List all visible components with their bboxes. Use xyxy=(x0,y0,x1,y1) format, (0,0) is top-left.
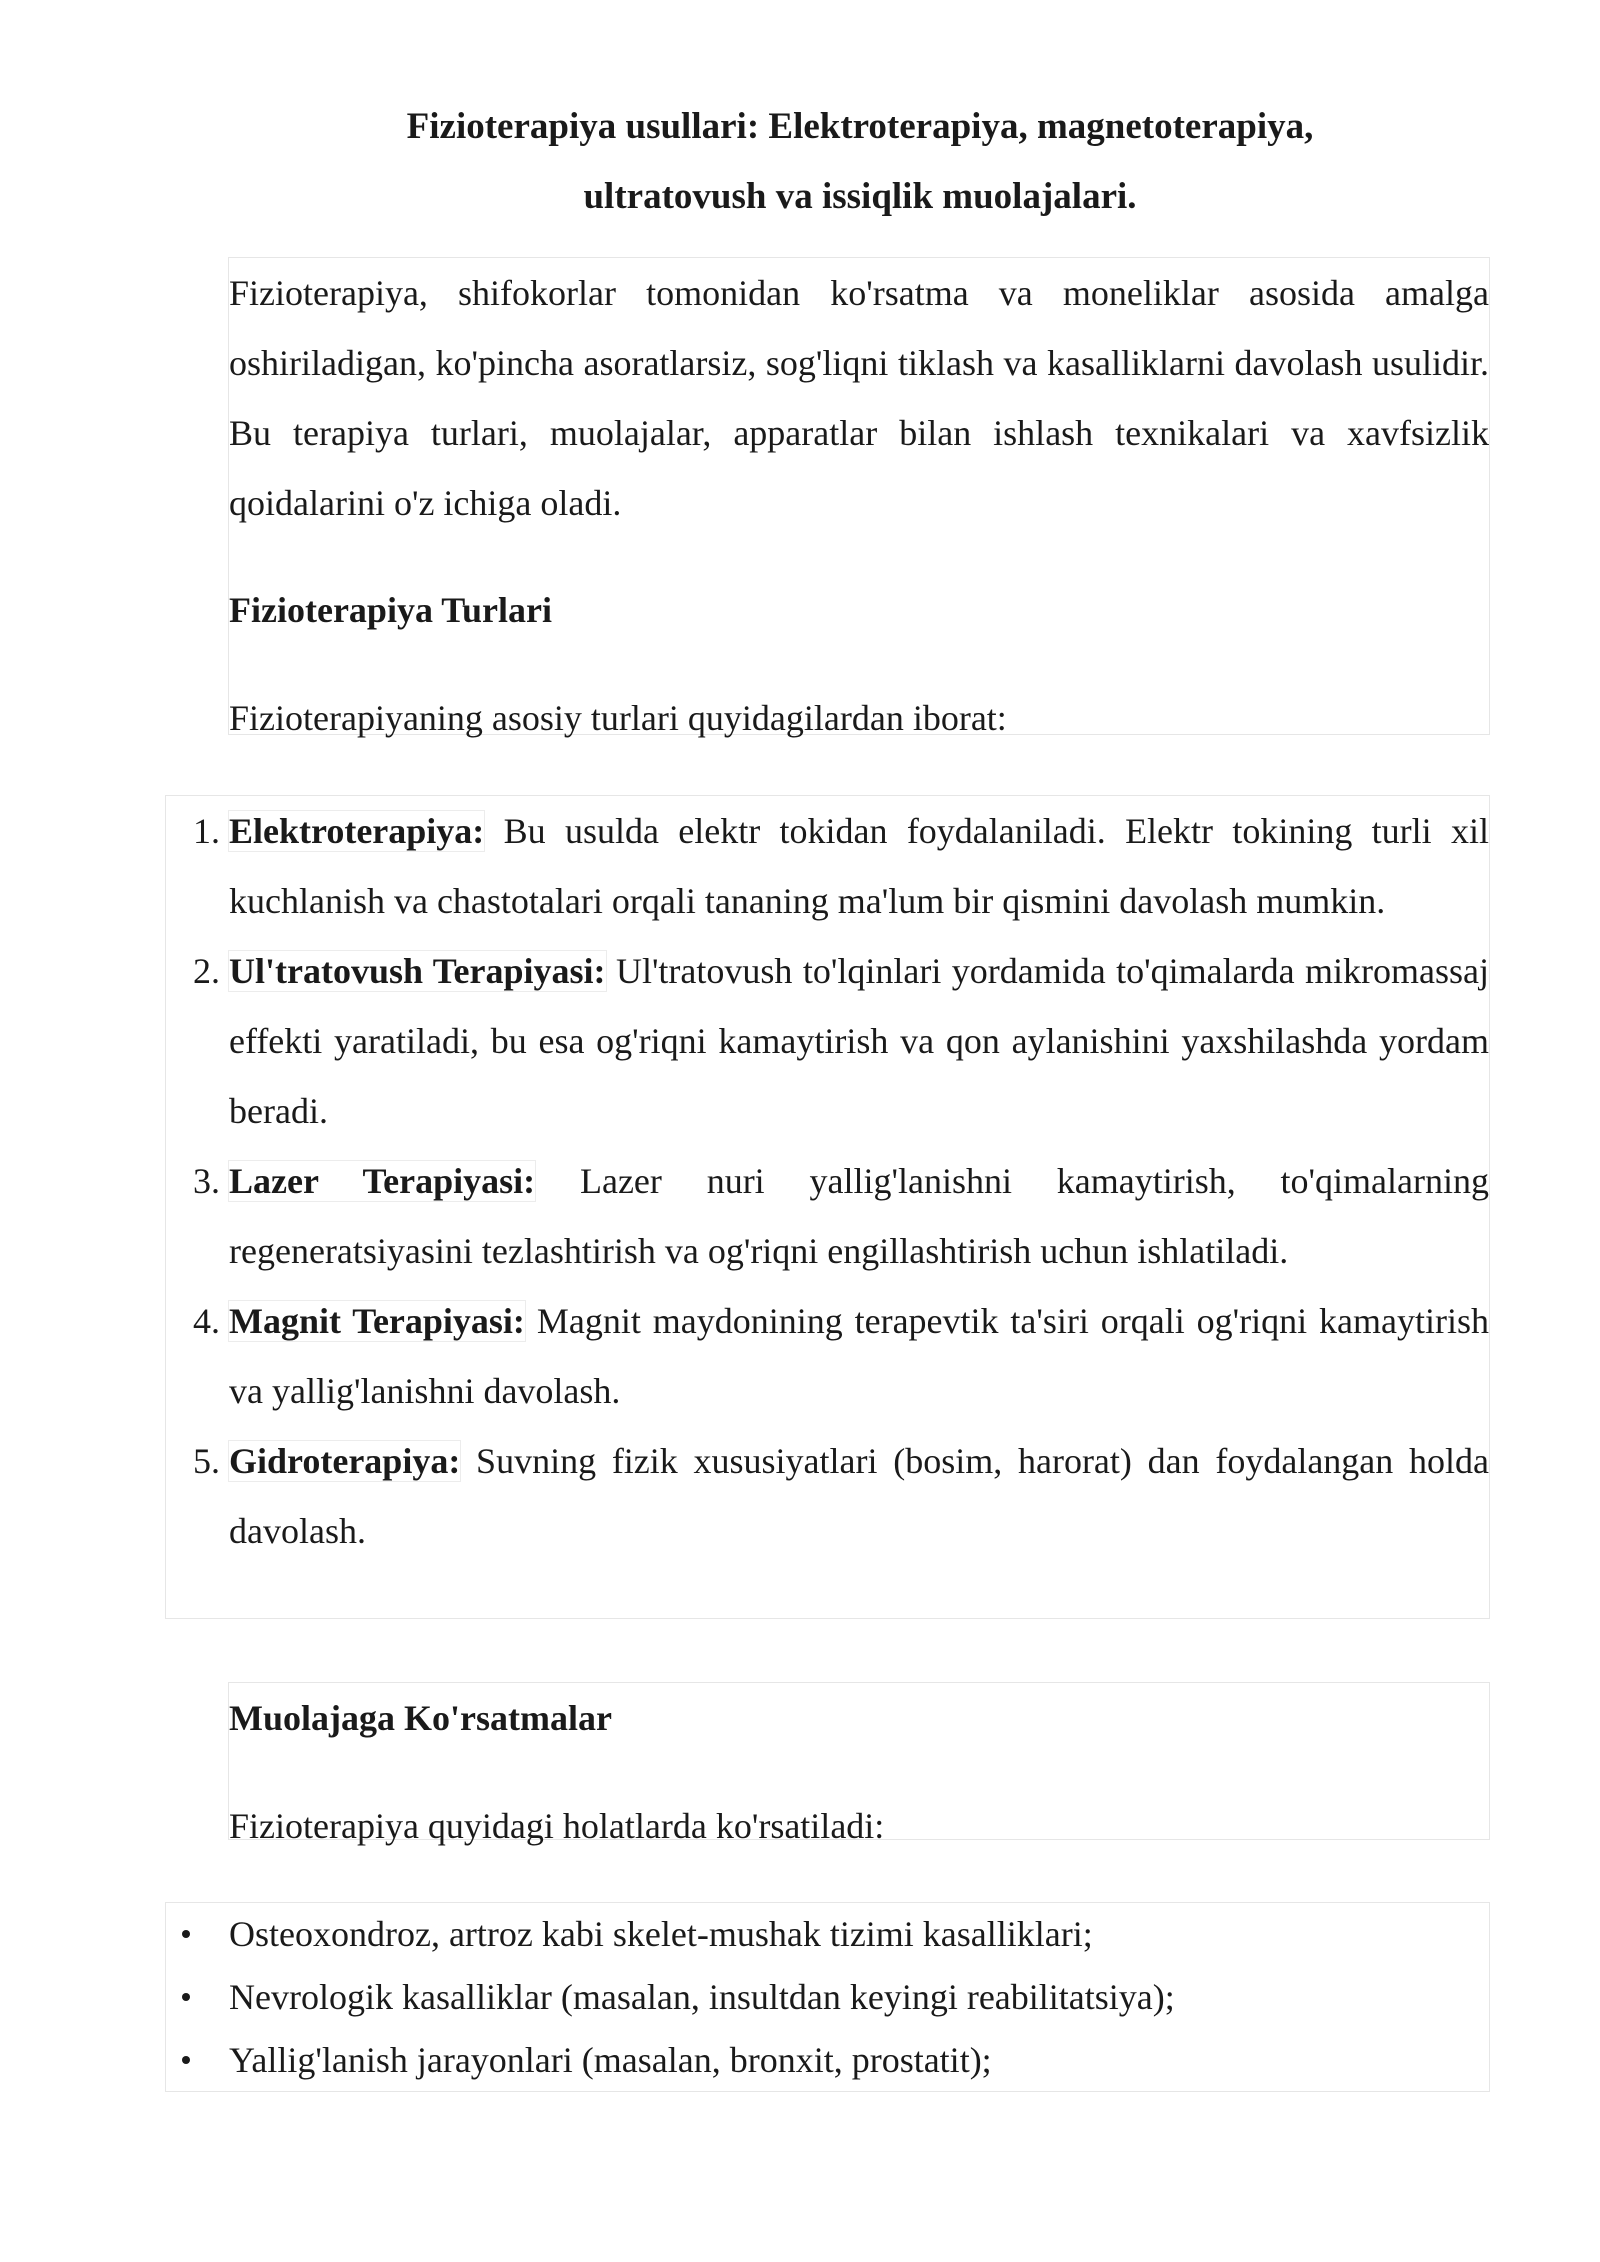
list-item-text: Lazer nuri yallig'lanishni kamaytirish, to'qimalarning regeneratsiyasini tezlashtirish va og'riqni engillashtirish uchun ishlatiladi. xyxy=(229,1161,1489,1271)
list-item xyxy=(229,1146,1489,1286)
intro-paragraph: Fizioterapiya, shifokorlar tomonidan ko'rsatma va moneliklar asosida amalga oshiriladigan, ko'pincha asoratlarsiz, sog'liqni tiklash va kasalliklarni davolash usulidir. Bu terapiya turlari, muolajalar, apparatlar bilan ishlash texnikalari va xavfsizlik qoidalarini o'z ichiga oladi. xyxy=(229,273,1489,523)
intro-section xyxy=(228,257,1490,738)
list-item-term: Lazer Terapiyasi: xyxy=(229,1161,536,1201)
types-lead-text: Fizioterapiyaning asosiy turlari quyidagilardan iborat: xyxy=(229,698,1007,738)
list-item xyxy=(229,2029,1489,2092)
indications-lead-text: Fizioterapiya quyidagi holatlarda ko'rsatiladi: xyxy=(229,1806,885,1846)
list-item-text: Osteoxondroz, artroz kabi skelet-mushak tizimi kasalliklari; xyxy=(229,1914,1093,1954)
list-item-text: Bu usulda elektr tokidan foydalaniladi. Elektr tokining turli xil kuchlanish va chastotalari orqali tananing ma'lum bir qismini davolash mumkin. xyxy=(229,811,1489,921)
list-item-text: Nevrologik kasalliklar (masalan, insultdan keyingi reabilitatsiya); xyxy=(229,1977,1175,2017)
list-item-text: Magnit maydonining terapevtik ta'siri orqali og'riqni kamaytirish va yallig'lanishni davolash. xyxy=(229,1301,1489,1411)
bullet-icon xyxy=(182,2056,190,2064)
list-item-text: Ul'tratovush to'lqinlari yordamida to'qimalarda mikromassaj effekti yaratiladi, bu esa og'riqni kamaytirish va qon aylanishini yaxshilashda yordam beradi. xyxy=(229,951,1489,1131)
list-item-term: Elektroterapiya: xyxy=(229,811,485,851)
list-item-term: Magnit Terapiyasi: xyxy=(229,1301,525,1341)
title-line-1: Fizioterapiya usullari: Elektroterapiya, magnetoterapiya, xyxy=(406,106,1314,147)
title-line-2: ultratovush va issiqlik muolajalari. xyxy=(583,176,1137,217)
list-item-term: Ul'tratovush Terapiyasi: xyxy=(229,951,606,991)
indications-list xyxy=(166,1903,1489,2092)
types-list-section xyxy=(165,795,1490,1619)
list-item xyxy=(229,1903,1489,1966)
section-heading-types: Fizioterapiya Turlari xyxy=(229,590,552,630)
list-item xyxy=(229,1426,1489,1566)
document-title xyxy=(230,92,1490,232)
bullet-icon xyxy=(182,1993,190,2001)
bullet-icon xyxy=(182,1930,190,1938)
types-list xyxy=(166,796,1489,1566)
section-heading-indications: Muolajaga Ko'rsatmalar xyxy=(229,1698,612,1738)
list-item-text: Yallig'lanish jarayonlari (masalan, bronxit, prostatit); xyxy=(229,2040,992,2080)
indications-section xyxy=(228,1682,1490,1846)
list-item-term: Gidroterapiya: xyxy=(229,1441,461,1481)
list-item xyxy=(229,796,1489,936)
indications-list-section xyxy=(165,1902,1490,2092)
list-item-text: Suvning fizik xususiyatlari (bosim, harorat) dan foydalangan holda davolash. xyxy=(229,1441,1489,1551)
list-item xyxy=(229,1286,1489,1426)
list-item xyxy=(229,936,1489,1146)
list-item xyxy=(229,1966,1489,2029)
